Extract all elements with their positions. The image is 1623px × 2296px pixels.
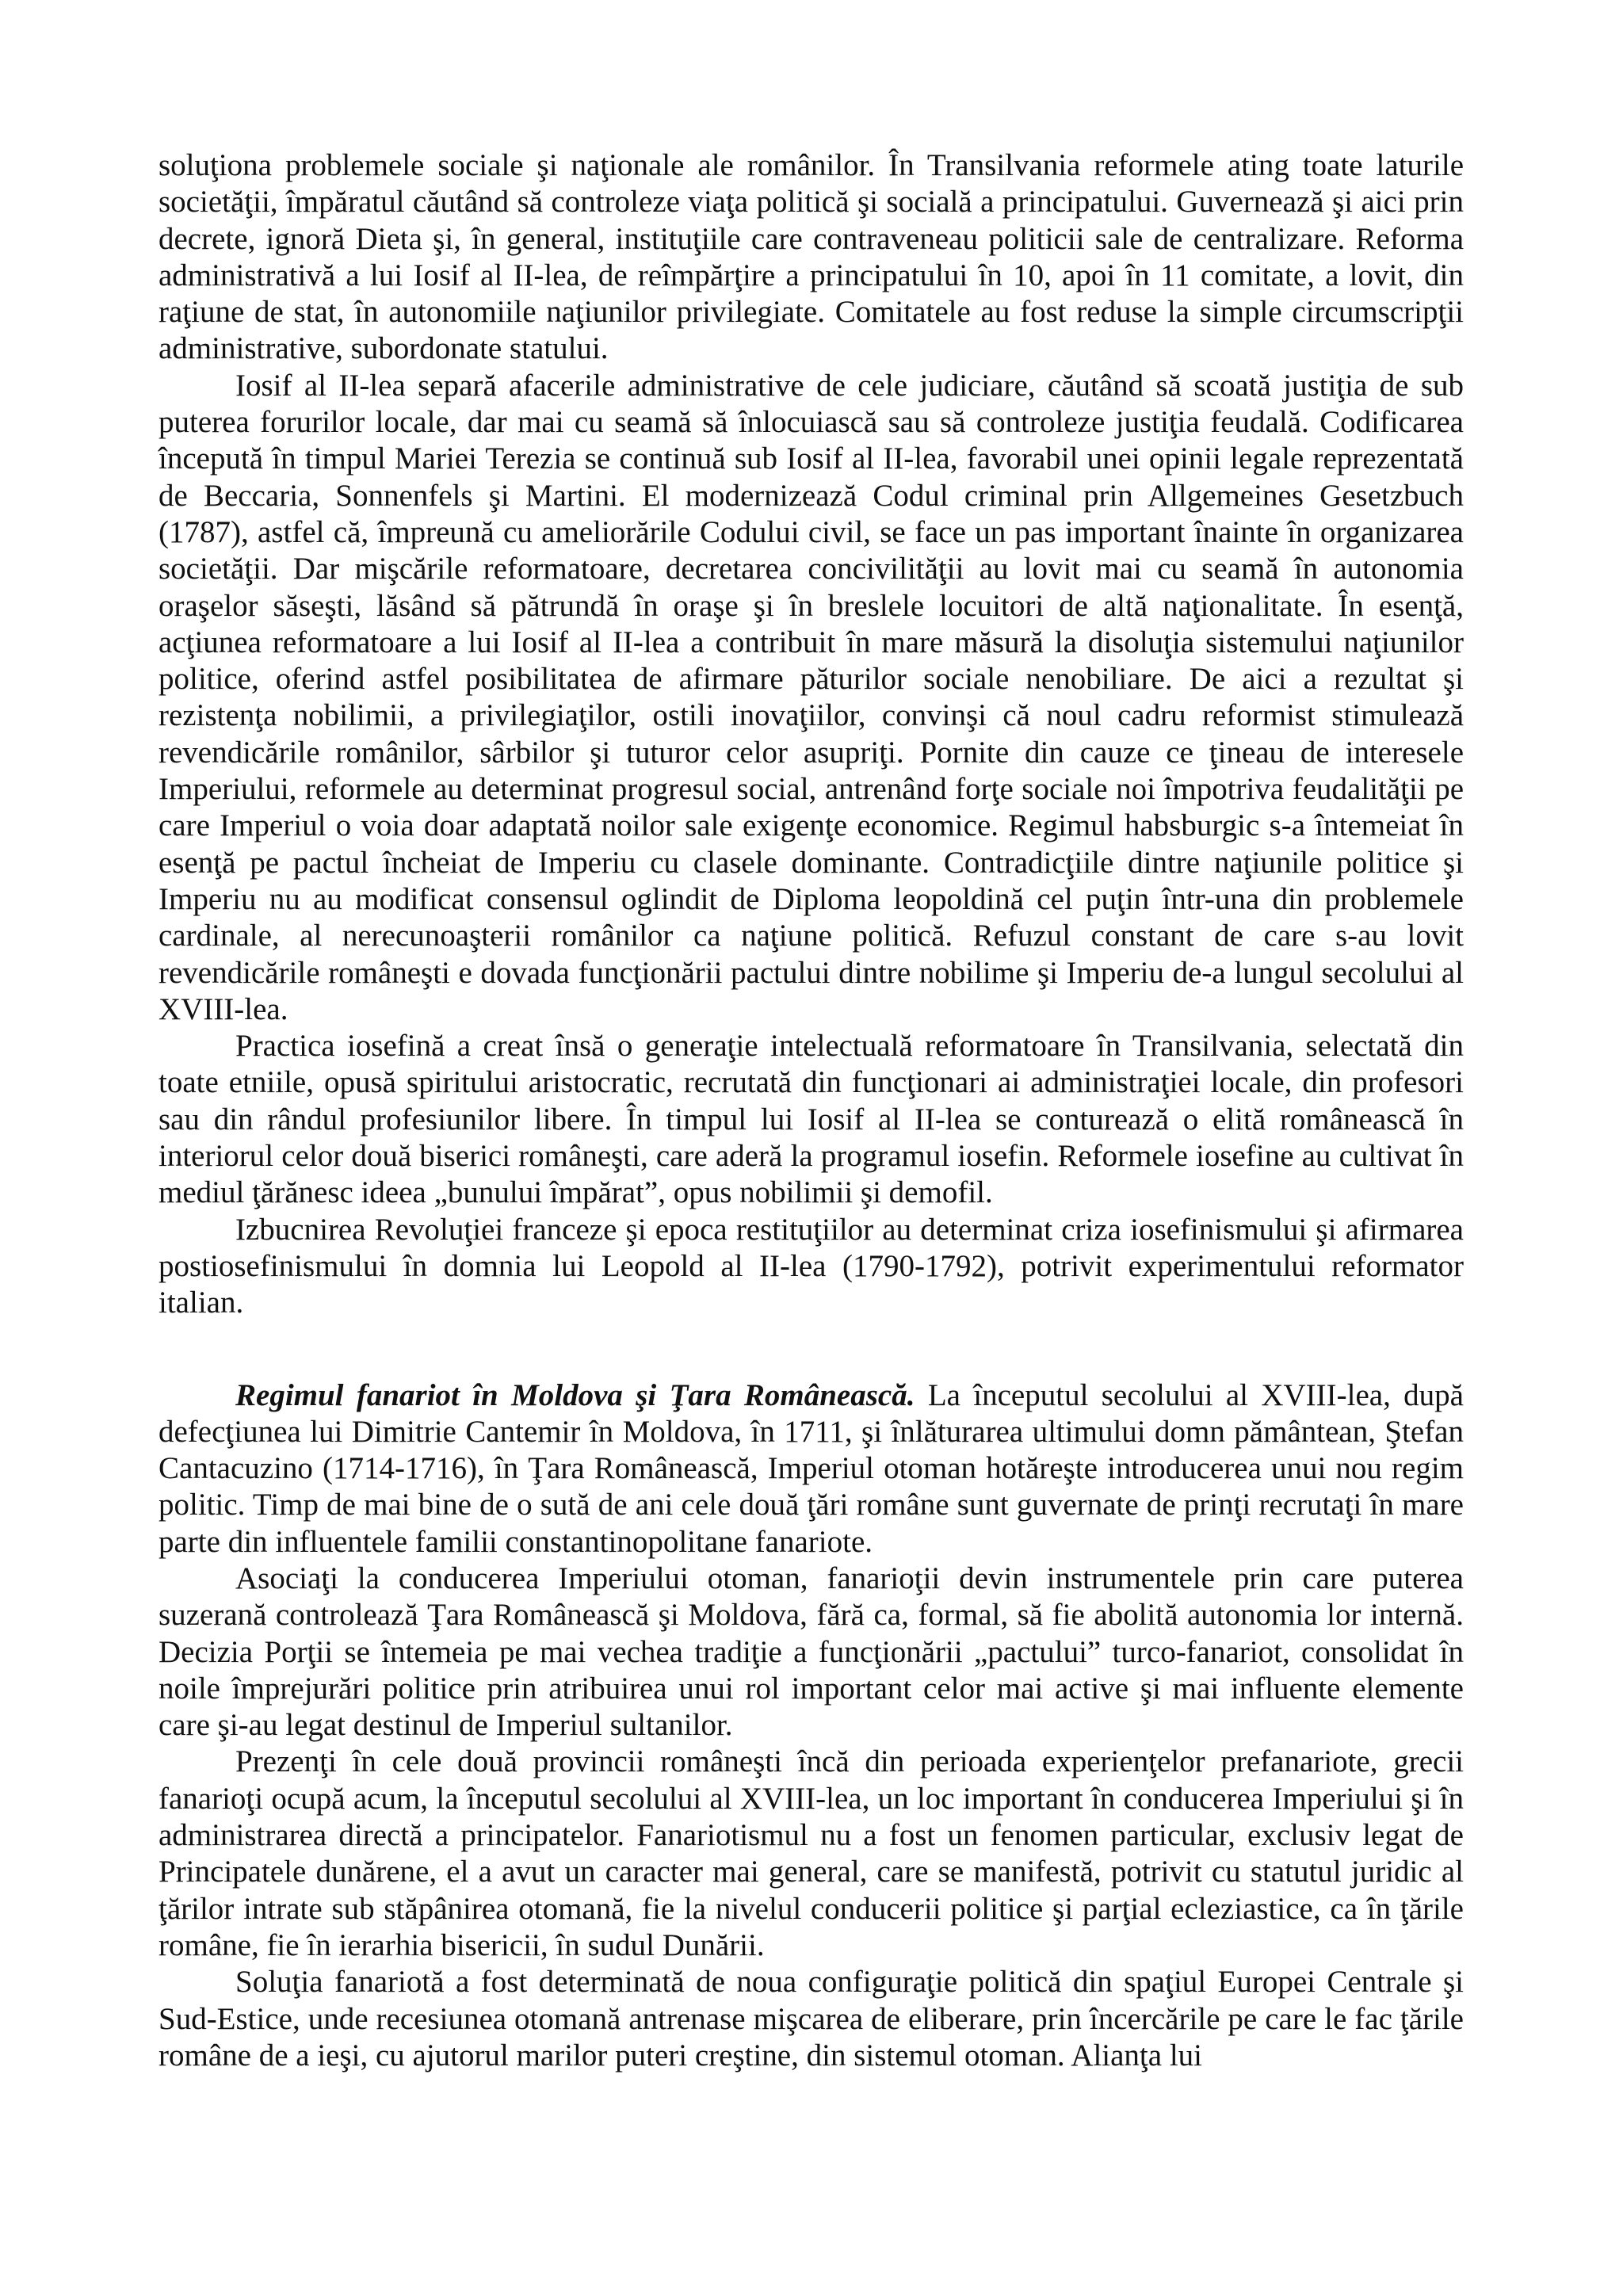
paragraph-7: Prezenţi în cele două provincii româneşti încă din perioada experienţelor prefanariote, grecii fanarioţi ocupă acum, la începutul secolului al XVIII-lea, un loc important în conducerea Imperiului şi în administrarea directă a principatelor. Fanariotismul nu a fost un fenomen particular, exclusiv legat de Principatele dunărene, el a avut un caracter mai general, care se manifestă, potrivit cu statutul juridic al ţărilor intrate sub stăpânirea otomană, fie la nivelul conducerii politice şi parţial ecleziastice, ca în ţările române, fie în ierarhia bisericii, în sudul Dunării. [158, 1744, 1464, 1962]
paragraph-8: Soluţia fanariotă a fost determinată de noua configuraţie politică din spaţiul Europei Centrale şi Sud-Estice, unde recesiunea otomană antrenase mişcarea de eliberare, prin încercările pe care le fac ţările române de a ieşi, cu ajutorul marilor puteri creştine, din sistemul otoman. Alianţa lui [158, 1965, 1464, 2073]
paragraph-6: Asociaţi la conducerea Imperiului otoman, fanarioţii devin instrumentele prin care puterea suzerană controlează Ţara Românească şi Moldova, fără ca, formal, să fie abolită autonomia lor internă. Decizia Porţii se întemeia pe mai vechea tradiţie a funcţionării „pactului” turco-fanariot, consolidat în noile împrejurări politice prin atribuirea unui rol important celor mai active şi mai influente elemente care şi-au legat destinul de Imperiul sultanilor. [158, 1561, 1464, 1743]
paragraph-1: soluţiona problemele sociale şi naţionale ale românilor. În Transilvania reformele ating toate laturile societăţii, împăratul căutând să controleze viaţa politică şi socială a principatului. Guvernează şi aici prin decrete, ignoră Dieta şi, în general, instituţiile care contraveneau politicii sale de centralizare. Reforma administrativă a lui Iosif al II-lea, de reîmpărţire a principatului în 10, apoi în 11 comitate, a lovit, din raţiune de stat, în autonomiile naţiunilor privilegiate. Comitatele au fost reduse la simple circumscripţii administrative, subordonate statului. [158, 148, 1464, 366]
paragraph-4: Izbucnirea Revoluţiei franceze şi epoca restituţiilor au determinat criza iosefinismului şi afirmarea postiosefinismului în domnia lui Leopold al II-lea (1790-1792), potrivit experimentului reformator italian. [158, 1212, 1464, 1320]
document-page [158, 147, 1464, 2074]
section-lead: La începutul secolului al XVIII-lea, după defecţiunea lui Dimitrie Cantemir în Moldova, în 1711, şi înlăturarea ultimului domn pământean, Ştefan Cantacuzino (1714-1716), în Ţara Românească, Imperiul otoman hotăreşte introducerea unui nou regim politic. Timp de mai bine de o sută de ani cele două ţări române sunt guvernate de prinţi recrutaţi în mare parte din influentele familii constantinopolitane fanariote. [158, 1377, 1464, 1559]
paragraph-3: Practica iosefină a creat însă o generaţie intelectuală reformatoare în Transilvania, selectată din toate etniile, opusă spiritului aristocratic, recrutată din funcţionari ai administraţiei locale, din profesori sau din rândul profesiunilor libere. În timpul lui Iosif al II-lea se conturează o elită românească în interiorul celor două biserici româneşti, care aderă la programul iosefin. Reformele iosefine au cultivat în mediul ţărănesc ideea „bunului împărat”, opus nobilimii şi demofil. [158, 1029, 1464, 1210]
section-title: Regimul fanariot în Moldova şi Ţara Românească. [235, 1377, 915, 1412]
section-gap [158, 1322, 1464, 1377]
section-paragraph [158, 1377, 1464, 1561]
paragraph-2: Iosif al II-lea separă afacerile administrative de cele judiciare, căutând să scoată justiţia de sub puterea forurilor locale, dar mai cu seamă să înlocuiască sau să controleze justiţia feudală. Codificarea începută în timpul Mariei Terezia se continuă sub Iosif al II-lea, favorabil unei opinii legale reprezentată de Beccaria, Sonnenfels şi Martini. El modernizează Codul criminal prin Allgemeines Gesetzbuch (1787), astfel că, împreună cu ameliorările Codului civil, se face un pas important înainte în organizarea societăţii. Dar mişcările reformatoare, decretarea concivilităţii au lovit mai cu seamă în autonomia oraşelor săseşti, lăsând să pătrundă în oraşe şi în breslele locuitori de altă naţionalitate. În esenţă, acţiunea reformatoare a lui Iosif al II-lea a contribuit în mare măsură la disoluţia sistemului naţiunilor politice, oferind astfel posibilitatea de afirmare păturilor sociale nenobiliare. De aici a rezultat şi rezistenţa nobilimii, a privilegiaţilor, ostili inovaţiilor, convinşi că noul cadru reformist stimulează revendicările românilor, sârbilor şi tuturor celor asupriţi. Pornite din cauze ce ţineau de interesele Imperiului, reformele au determinat progresul social, antrenând forţe sociale noi împotriva feudalităţii pe care Imperiul o voia doar adaptată noilor sale exigenţe economice. Regimul habsburgic s-a întemeiat în esenţă pe pactul încheiat de Imperiu cu clasele dominante. Contradicţiile dintre naţiunile politice şi Imperiu nu au modificat consensul oglindit de Diploma leopoldină cel puţin într-una din problemele cardinale, al nerecunoaşterii românilor ca naţiune politică. Refuzul constant de care s-au lovit revendicările româneşti e dovada funcţionării pactului dintre nobilime şi Imperiu de-a lungul secolului al XVIII-lea. [158, 368, 1464, 1026]
